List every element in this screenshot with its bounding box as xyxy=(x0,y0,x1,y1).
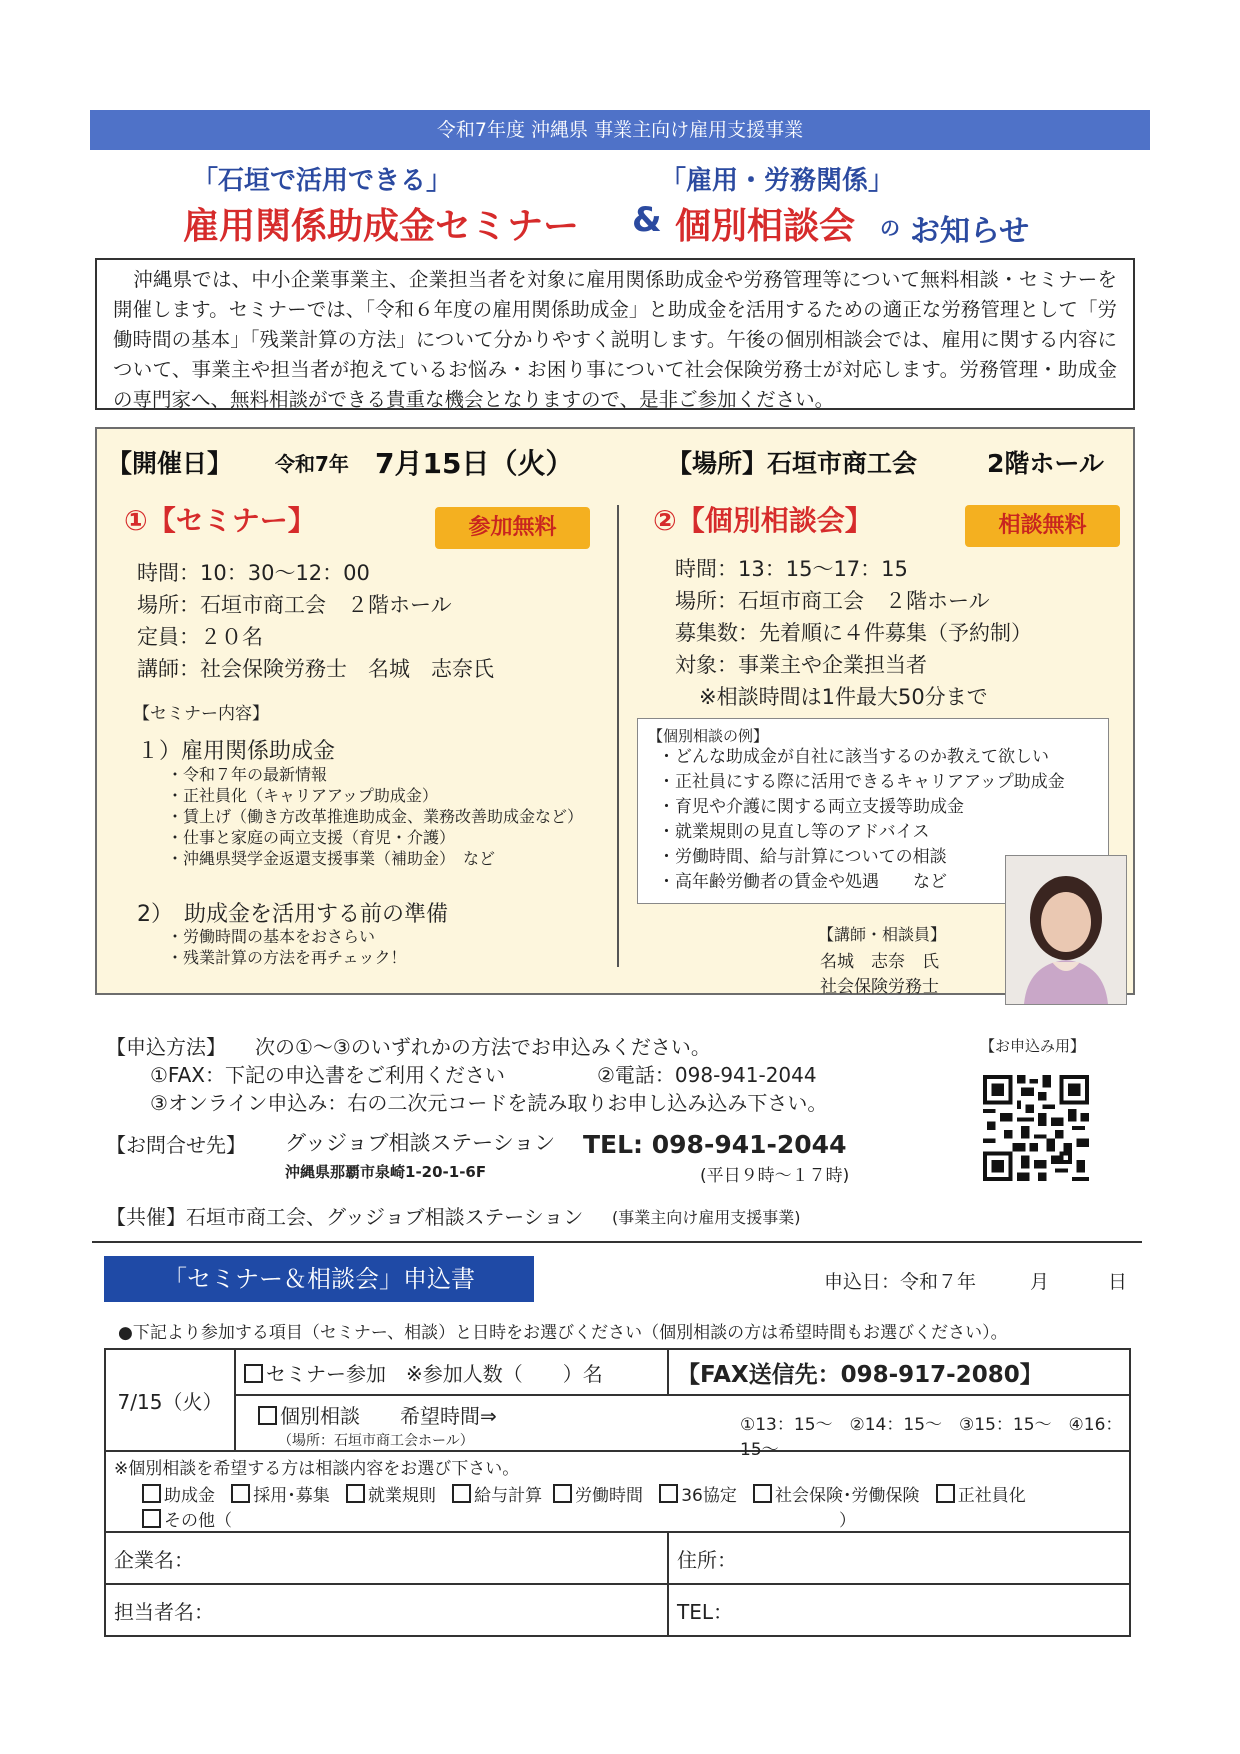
contact-tel[interactable]: TEL: 098-941-2044 xyxy=(583,1130,847,1159)
date-label: 【開催日】 xyxy=(107,449,233,478)
consult-recruit: 募集数：先着順に４件募集（予約制） xyxy=(675,621,1032,645)
subtitle-left: 「石垣で活用できる」 xyxy=(192,166,453,196)
intro-text: 沖縄県では、中小企業事業主、企業担当者を対象に雇用関係助成金や労務管理等について無料相談・セミナーを開催します。セミナーでは、「令和６年度の雇用関係助成金」と助成金を活用するための適正な労務管理として「労働時間の基本」「残業計算の方法」について分かりやすく説明します。午後の個別相談会では、雇用に関する内容について、事業主や担当者が抱えているお悩み・お困り事について社会保険労務士が対応します。労務管理・助成金の専門家へ、無料相談ができる貴重な機会となりますので、是非ご参加ください。 xyxy=(113,268,1117,411)
title-ampersand: & xyxy=(632,200,662,240)
seminar-topic1: １）雇用関係助成金 xyxy=(137,739,336,764)
tel-field[interactable] xyxy=(668,1584,1130,1636)
apply-method-label: 【申込方法】 xyxy=(106,1035,226,1059)
lecturer-title: 社会保険労務士 xyxy=(820,977,939,997)
topic-option[interactable]: 正社員化 xyxy=(936,1486,1026,1506)
apply-phone: ②電話：098-941-2044 xyxy=(597,1063,817,1087)
seminar-capacity: 定員：２０名 xyxy=(137,625,263,649)
list-item: ・高年齢労働者の賃金や処遇 など xyxy=(658,872,947,892)
list-item: ・残業計算の方法を再チェック！ xyxy=(167,948,407,967)
form-title: 「セミナー＆相談会」申込書 xyxy=(104,1256,534,1302)
seminar-topic2-list xyxy=(167,926,407,968)
apply-online: ③オンライン申込み：右の二次元コードを読み取りお申し込み込み下さい。 xyxy=(150,1091,828,1115)
qr-label: 【お申込み用】 xyxy=(980,1037,1086,1055)
seminar-free-badge: 参加無料 xyxy=(435,507,590,549)
person-label: 担当者名： xyxy=(114,1599,214,1624)
date-era: 令和7年 xyxy=(275,452,349,476)
seminar-place: 場所：石垣市商工会 ２階ホール xyxy=(137,593,452,617)
consult-time: 時間：13：15〜17：15 xyxy=(675,557,908,581)
lecturer-name: 名城 志奈 氏 xyxy=(820,952,939,972)
lecturer-label: 【講師・相談員】 xyxy=(818,925,947,944)
tel-label: TEL： xyxy=(677,1599,733,1624)
form-instruction: ●下記より参加する項目（セミナー、相談）と日時をお選びください（個別相談の方は希望時間もお選びください）。 xyxy=(118,1323,1008,1343)
list-item: ・就業規則の見直し等のアドバイス xyxy=(658,822,930,842)
consult-option-cell[interactable] xyxy=(235,1395,1130,1460)
application-form-table xyxy=(104,1348,1131,1637)
consult-place-note: （場所：石垣市商工会ホール） xyxy=(278,1433,474,1449)
title-notice: お知らせ xyxy=(910,214,1030,249)
form-date-cell xyxy=(105,1349,235,1451)
consult-option-label: 個別相談 希望時間⇒ xyxy=(280,1404,497,1428)
event-date: 7月15日（火） xyxy=(375,447,574,480)
contact-label: 【お問合せ先】 xyxy=(106,1133,246,1157)
apply-fax: ①FAX：下記の申込書をご利用ください xyxy=(150,1063,505,1087)
address-field[interactable] xyxy=(668,1532,1130,1584)
contact-hours: (平日９時〜１７時) xyxy=(700,1166,850,1186)
top-banner: 令和7年度 沖縄県 事業主向け雇用支援事業 xyxy=(90,110,1150,150)
list-item: ・どんな助成金が自社に該当するのか教えて欲しい xyxy=(658,747,1049,767)
consult-topics-cell xyxy=(105,1451,1130,1532)
topic-option[interactable]: 助成金 xyxy=(142,1486,215,1506)
list-item: ・労働時間、給与計算についての相談 xyxy=(658,847,947,867)
cohost-note: (事業主向け雇用支援事業) xyxy=(612,1208,801,1227)
list-item: ・育児や介護に関する両立支援等助成金 xyxy=(658,797,964,817)
seminar-title: ①【セミナー】 xyxy=(124,504,316,537)
list-item: ・仕事と家庭の両立支援（育児・介護） xyxy=(167,828,456,847)
contact-name: グッジョブ相談ステーション xyxy=(285,1131,556,1155)
topic-option[interactable]: 社会保険･労働保険 xyxy=(753,1486,920,1506)
list-item: ・沖縄県奨学金返還支援事業（補助金） など xyxy=(167,849,496,868)
seminar-option-label: セミナー参加 ※参加人数（ ）名 xyxy=(266,1361,603,1386)
qr-code[interactable] xyxy=(983,1075,1089,1181)
consult-free-badge: 相談無料 xyxy=(965,505,1120,547)
list-item: ・賃上げ（働き方改革推進助成金、業務改善助成金など） xyxy=(167,807,584,826)
title-consult: 個別相談会 xyxy=(675,206,856,247)
form-date-label: 申込日：令和７年 xyxy=(824,1271,977,1293)
seminar-lecturer: 講師：社会保険労務士 名城 志奈氏 xyxy=(137,657,494,681)
seminar-option-cell[interactable] xyxy=(235,1349,668,1395)
seminar-topic1-list xyxy=(167,764,583,869)
seminar-time: 時間：10：30〜12：00 xyxy=(137,561,370,585)
title-no: の xyxy=(880,216,900,240)
topic-option[interactable]: 採用･募集 xyxy=(231,1486,330,1506)
qr-code-icon xyxy=(983,1075,1089,1181)
topic-option[interactable]: 36協定 xyxy=(659,1486,737,1506)
date-cell-text: 7/15（火） xyxy=(117,1389,223,1414)
consult-target: 対象：事業主や企業担当者 xyxy=(675,653,927,677)
topic-other-option[interactable]: その他（ xyxy=(142,1511,232,1531)
examples-label: 【個別相談の例】 xyxy=(648,727,769,745)
form-month: 月 xyxy=(1030,1271,1050,1293)
column-divider xyxy=(617,505,619,967)
list-item: ・正社員にする際に活用できるキャリアアップ助成金 xyxy=(658,772,1065,792)
intro-box xyxy=(95,258,1135,410)
consult-note: ※相談時間は1件最大50分まで xyxy=(699,685,988,709)
lecturer-photo xyxy=(1005,855,1127,1005)
topic-option[interactable]: 給与計算 xyxy=(452,1486,542,1506)
portrait-icon xyxy=(1006,856,1126,1004)
title-seminar: 雇用関係助成金セミナー xyxy=(183,206,580,247)
place-hall: 2階ホール xyxy=(987,449,1104,478)
seminar-contents-label: 【セミナー内容】 xyxy=(133,704,269,724)
examples-list xyxy=(658,745,1065,895)
place-label: 【場所】石垣市商工会 xyxy=(667,449,918,478)
cohost: 【共催】石垣市商工会、グッジョブ相談ステーション xyxy=(106,1205,584,1229)
company-name-field[interactable] xyxy=(105,1532,668,1584)
topic-option[interactable]: 労働時間 xyxy=(553,1486,643,1506)
seminar-topic2: 2） 助成金を活用する前の準備 xyxy=(137,902,448,927)
seminar-checkbox[interactable] xyxy=(244,1364,263,1383)
company-label: 企業名： xyxy=(114,1547,194,1572)
topic-other-close: ） xyxy=(839,1511,856,1531)
fax-destination-cell xyxy=(668,1349,1130,1395)
event-info-box xyxy=(95,427,1135,995)
list-item: ・正社員化（キャリアアップ助成金） xyxy=(167,786,438,805)
apply-method-text: 次の①〜③のいずれかの方法でお申込みください。 xyxy=(255,1035,711,1059)
consult-checkbox[interactable] xyxy=(258,1406,277,1425)
cut-line xyxy=(92,1241,1142,1243)
subtitle-right: 「雇用・労務関係」 xyxy=(660,166,895,196)
form-day: 日 xyxy=(1108,1271,1128,1293)
list-item: ・令和７年の最新情報 xyxy=(167,765,328,784)
address-label: 住所： xyxy=(677,1547,737,1572)
topics-label: ※個別相談を希望する方は相談内容をお選び下さい。 xyxy=(114,1459,520,1479)
consult-time-slots[interactable]: ①13：15〜 ②14：15〜 ③15：15〜 ④16：15〜 xyxy=(740,1415,1123,1460)
consult-title: ②【個別相談会】 xyxy=(653,504,873,537)
consult-place: 場所：石垣市商工会 ２階ホール xyxy=(675,589,990,613)
fax-destination: 【FAX送信先：098-917-2080】 xyxy=(677,1361,1043,1388)
list-item: ・労働時間の基本をおさらい xyxy=(167,927,376,946)
contact-address: 沖縄県那覇市泉崎1-20-1-6F xyxy=(285,1163,487,1181)
topic-option[interactable]: 就業規則 xyxy=(346,1486,436,1506)
person-name-field[interactable] xyxy=(105,1584,668,1636)
